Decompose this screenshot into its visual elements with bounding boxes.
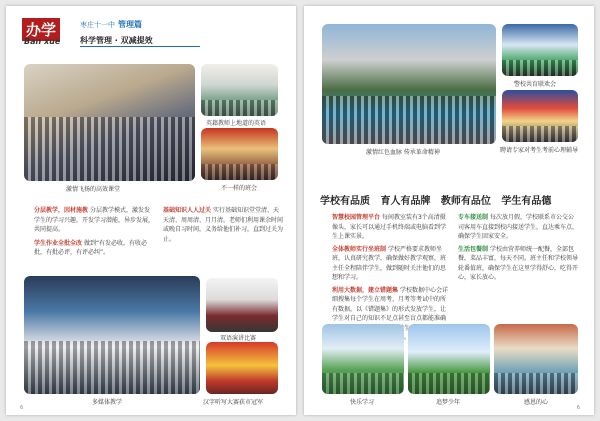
c5-heading: 生活包餐制 (458, 245, 489, 253)
thanks-photo (494, 324, 578, 394)
p2-heading: 学生作业全批全改 (34, 239, 83, 247)
right-page (304, 6, 594, 415)
slogan-4: 学生有品德 (501, 196, 552, 207)
caption-english: 英籍教师上地道的英语 (206, 120, 267, 127)
writing-contest-photo (206, 342, 278, 394)
slogan-1: 学校有品质 (320, 196, 370, 207)
c2-heading: 全体教师实行坐班制 (332, 245, 387, 253)
p3-body: 实行基础知识堂堂清、天天清、周周清、月月清。老师们利用课余时间或晚自习时间，义务给他们补习，直到过关为止。 (163, 207, 284, 243)
happy-learning-photo (322, 324, 404, 394)
exercise-photo (322, 24, 496, 144)
c2-body: 学校严格要求教师坐班，认真研究教学，确保做好教学观察，班主任全程陪伴学生，做到随时关注他们的思想和学习。 (332, 245, 447, 281)
caption-happy-learning: 快乐学习 (350, 399, 375, 406)
banner-subtitle: 科学管理 · 双减提效 (80, 36, 153, 45)
caption-writing: 汉字听写大赛获市冠军 (203, 399, 264, 406)
eloquence-contest-photo (206, 278, 278, 332)
caption-exercise: 激情红色血脉 传承革命精神 (366, 149, 440, 156)
caption-dream: 追梦少年 (436, 399, 461, 406)
banner-rule (80, 46, 200, 47)
gala-photo (502, 24, 578, 76)
slogan-line (320, 192, 578, 207)
text-column-right (163, 206, 283, 244)
page-number-left: 6 (20, 405, 24, 411)
c3-heading: 利用大数据，建立错题集 (332, 286, 399, 294)
caption-thanks: 感恩的心 (524, 399, 549, 406)
section-title: 管理篇 (118, 20, 142, 29)
slogan-3: 教师有品位 (440, 196, 491, 207)
c1-heading: 智慧校园管理平台 (332, 214, 381, 221)
caption-meeting: 不一样的班会 (221, 185, 258, 192)
text-column-left (34, 206, 154, 258)
caption-multimedia: 多媒体教学 (92, 399, 123, 406)
p3-heading: 基础知识人人过关 (163, 207, 212, 214)
school-name: 枣庄十一中 (80, 21, 115, 29)
banner-logo: 办学 (22, 18, 60, 41)
c5-body: 学校由营养师统一配餐，全部包餐，菜品丰富，每天不同。班主任和学校领导轮番值班，确保学生在这里学得舒心，吃得开心，家长放心。 (458, 245, 579, 281)
classroom-photo (24, 64, 195, 181)
c3-body: 学校数据中心会详细搜集每个学生在周考、月考等考试中的所有数据，以《错题集》的形式发放学生，让学生对自己的知识不足点甚至盲点都能准确 学生 绩。 (332, 286, 448, 341)
slogan-2: 育人有品牌 (380, 196, 431, 207)
p1-body: 分层教学模式，激发发学生的学习兴趣，开发学习潜能，异步发展，共同提高。 (34, 207, 155, 233)
page-number-right: 6 (576, 405, 580, 411)
p2-body: 做到“有发必收，有收必批，有批必评，有评必纠”。 (34, 239, 148, 256)
c4-heading: 专车接送制 (458, 214, 489, 221)
page-banner (22, 18, 202, 52)
banner-pinyin: Ban xue (24, 37, 61, 46)
c4-body: 每次放月假，学校联系市公交公司客用车直接到校内接送学生，直达乘车点，确保学生回家安全。 (458, 214, 579, 240)
english-teacher-photo (201, 64, 278, 116)
class-meeting-photo (201, 128, 278, 180)
dream-youth-photo (408, 324, 490, 394)
caption-eloquence: 双语演讲比赛 (220, 335, 257, 342)
multimedia-photo (24, 276, 200, 394)
caption-classroom: 激情飞扬的高效课堂 (66, 186, 121, 193)
left-page (6, 6, 296, 415)
c1-body: 每间教室装有3个高清摄像头，家长可以通过手机终端或电脑看到学生上课实景。 (332, 214, 447, 240)
text-column-right-2 (458, 213, 578, 283)
caption-gala: 警校共育联欢会 (514, 81, 557, 88)
caption-psychology: 聘请专家对考生考前心理辅导 (500, 147, 579, 154)
psychology-photo (502, 90, 578, 142)
p1-heading: 分层教学，因材施教 (34, 207, 89, 214)
